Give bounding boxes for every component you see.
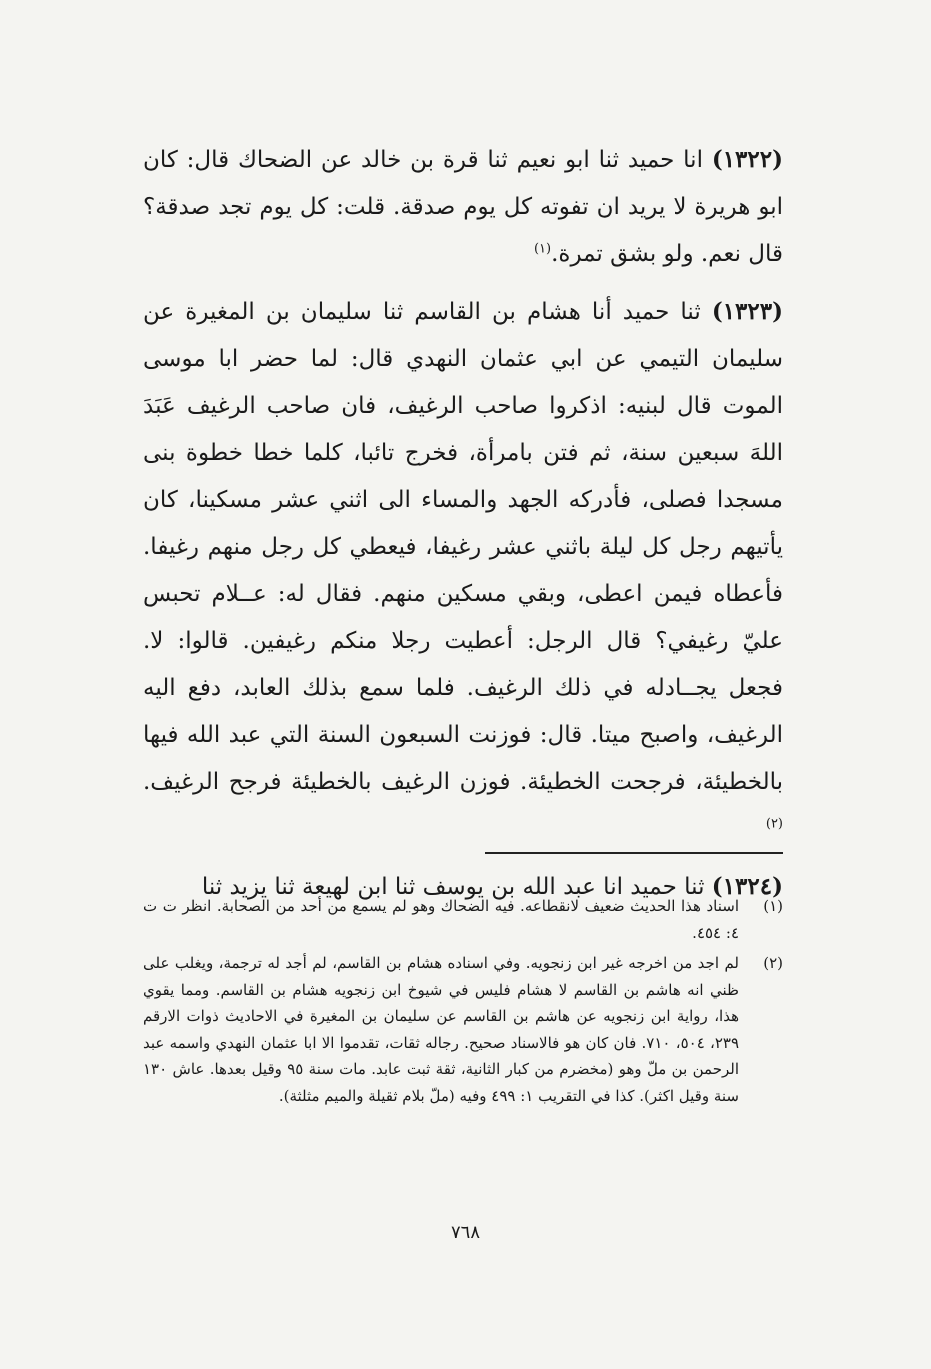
hadith-entry-1323: [143, 288, 783, 853]
footnote-text: لم اجد من اخرجه غير ابن زنجويه. وفي اسناده هشام بن القاسم، لم أجد له ترجمة، ويغلب على ظني انه هاشم بن القاسم لا هشام فليس في شيوخ ابن زنجويه هشام بن القاسم. ومما يقوي هذا، رواية ابن زنجويه عن هاشم بن القاسم عن سليمان بن المغيرة في الاحاديث ذوات الارقم ٢٣٩، ٥٠٤، ٧١٠. فان كان هو فالاسناد صحيح. رجاله ثقات، تقدموا الا ابا عثمان النهدي واسمه عبد الرحمن بن ملّ وهو (مخضرم من كبار الثانية، ثقة ثبت عابد. مات سنة ٩٥ وقيل بعدها. عاش ١٣٠ سنة وقيل اكثر). كذا في التقريب ١: ٤٩٩ وفيه (ملّ بلام ثقيلة والميم مثلثة).: [143, 954, 740, 1105]
hadith-text: ثنا حميد انا عبد الله بن يوسف ثنا ابن لهيعة ثنا يزيد ثنا: [201, 874, 705, 900]
footnote-ref: (٢): [765, 816, 783, 832]
footnote-divider: [485, 852, 783, 854]
footnotes: [143, 893, 783, 1113]
main-text: [143, 136, 783, 921]
footnote-1: [143, 893, 783, 946]
hadith-number: (١٣٢٤): [711, 873, 783, 900]
hadith-text: ثنا حميد أنا هشام بن القاسم ثنا سليمان بن المغيرة عن سليمان التيمي عن ابي عثمان النهدي قال: لما حضر ابا موسى الموت قال لبنيه: اذكروا صاحب الرغيف، فان صاحب الرغيف عَبَدَ اللهَ سبعين سنة، ثم فتن بامرأة، فخرج تائبا، كلما خطا خطوة بنى مسجدا فصلى، فأدركه الجهد والمساء الى اثني عشر مسكينا، كان يأتيهم رجل كل ليلة باثني عشر رغيفا، فيعطي كل رجل منهم رغيفا. فأعطاه فيمن اعطى، وبقي مسكين منهم. فقال له: عــلام تحبس عليّ رغيفي؟ قال الرجل: أعطيت رجلا منكم رغيفين. قالوا: لا. فجعل يجــادله في ذلك الرغيف. فلما سمع بذلك العابد، دفع اليه الرغيف، واصبح ميتا. قال: فوزنت السبعون السنة التي عبد الله فيها بالخطيئة، فرجحت الخطيئة. فوزن الرغيف بالخطيئة فرجح الرغيف.: [143, 299, 783, 795]
hadith-text: انا حميد ثنا ابو نعيم ثنا قرة بن خالد عن الضحاك قال: كان ابو هريرة لا يريد ان تفوته كل يوم صدقة. قلت: كل يوم تجد صدقة؟ قال نعم. ولو بشق تمرة.: [143, 147, 783, 267]
footnote-ref: (١): [533, 241, 552, 257]
hadith-number: (١٣٢٢): [711, 146, 784, 173]
footnote-number: (١): [763, 897, 783, 915]
hadith-entry-1322: [143, 136, 783, 278]
hadith-number: (١٣٢٣): [711, 298, 784, 325]
footnote-number: (٢): [763, 954, 783, 972]
page-number: ٧٦٨: [450, 1222, 480, 1243]
footnote-2: [143, 950, 783, 1109]
footnote-text: اسناد هذا الحديث ضعيف لانقطاعه. فيه الضحاك وهو لم يسمع من أحد من الصحابة. انظر ت ت ٤: ٤٥٤.: [143, 897, 739, 942]
